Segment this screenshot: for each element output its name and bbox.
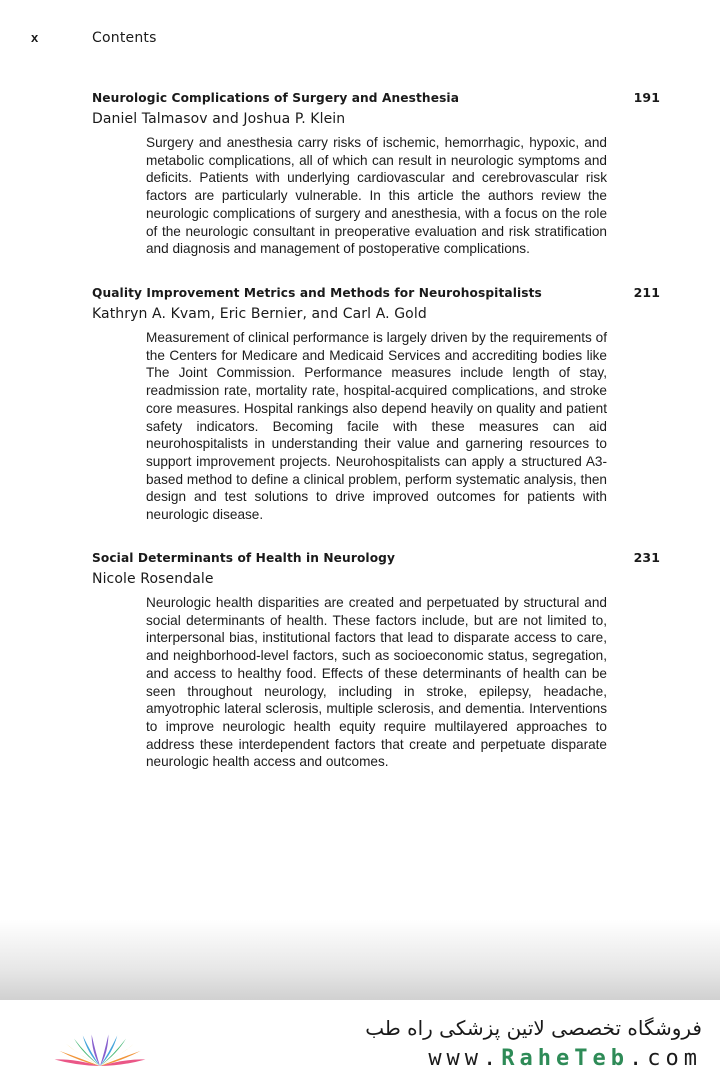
store-name: فروشگاه تخصصی لاتین پزشکی راه طب	[365, 1016, 702, 1040]
toc-article	[92, 90, 660, 258]
url-suffix: .com	[629, 1046, 702, 1071]
article-title[interactable]: Social Determinants of Health in Neurology	[92, 551, 396, 565]
article-authors: Nicole Rosendale	[92, 571, 214, 587]
page-edge-shadow	[0, 920, 720, 1002]
article-page-number[interactable]: 231	[633, 550, 660, 565]
url-highlight: RaheTeb	[501, 1046, 630, 1071]
article-title[interactable]: Quality Improvement Metrics and Methods for Neurohospitalists	[92, 286, 542, 300]
url-prefix: www.	[428, 1046, 502, 1071]
article-abstract: Neurologic health disparities are created and perpetuated by structural and social determinants of health. These factors include, but are not limited to, interpersonal bias, institutional factors that lead to disparate access to care, and neighborhood-level factors, such as socioeconomic status, segregation, and access to healthy food. Effects of these determinants of health can be seen throughout neurology, including in stroke, epilepsy, headache, amyotrophic lateral sclerosis, multiple sclerosis, and dementia. Interventions to improve neurologic health equity require multilayered approaches to address these interdependent factors that create and perpetuate disparate neurologic health access and outcomes.	[146, 595, 607, 770]
article-title-row	[92, 90, 660, 105]
store-url[interactable]	[428, 1046, 702, 1071]
toc-article	[92, 285, 660, 524]
article-title-row	[92, 285, 660, 300]
article-page-number[interactable]: 191	[633, 90, 660, 105]
article-title[interactable]: Neurologic Complications of Surgery and Anesthesia	[92, 91, 460, 105]
watermark-footer	[0, 1000, 720, 1080]
running-head-label: Contents	[92, 30, 157, 46]
toc-article	[92, 550, 660, 771]
article-authors: Kathryn A. Kvam, Eric Bernier, and Carl A. Gold	[92, 306, 427, 322]
article-abstract: Surgery and anesthesia carry risks of ischemic, hemorrhagic, hypoxic, and metabolic complications, all of which can result in neurologic symptoms and deficits. Patients with underlying cardiovascular and cerebrovascular risk factors are particularly vulnerable. In this article the authors review the neurologic complications of surgery and anesthesia, with a focus on the role of the neurologic consultant in preoperative evaluation and risk stratification and diagnosis and management of postoperative complications.	[146, 135, 607, 257]
page-folio: x	[31, 30, 39, 45]
article-authors: Daniel Talmasov and Joshua P. Klein	[92, 111, 346, 127]
running-head	[31, 30, 157, 46]
article-abstract: Measurement of clinical performance is largely driven by the requirements of the Centers for Medicare and Medicaid Services and accrediting bodies like The Joint Commission. Performance measures include length of stay, readmission rate, mortality rate, hospital-acquired complications, and stroke core measures. Hospital rankings also depend heavily on quality and patient safety indicators. Becoming facile with these measures can aid neurohospitalists in understanding their value and garnering resources to support improvement projects. Neurohospitalists can apply a structured A3-based method to define a clinical problem, perform systematic analysis, then design and test solutions to drive improved outcomes for patients with neurologic disease.	[146, 330, 607, 523]
article-title-row	[92, 550, 660, 565]
article-page-number[interactable]: 211	[633, 285, 660, 300]
open-book-logo-icon	[40, 1010, 160, 1072]
